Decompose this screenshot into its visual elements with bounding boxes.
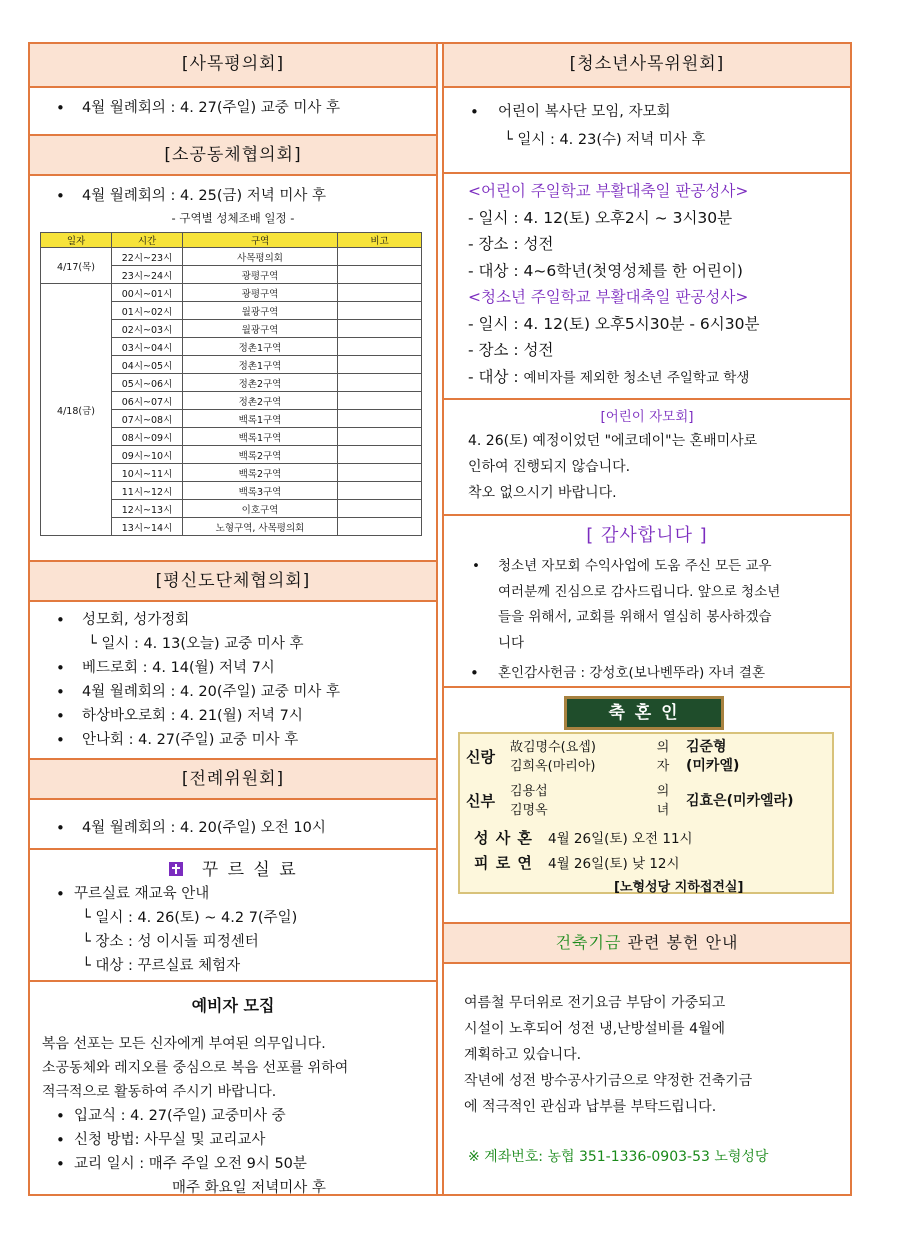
bride-rel-2: 녀 bbox=[656, 803, 670, 818]
right-column bbox=[442, 44, 850, 1194]
pyeongsin-item-1: • 성모회, 성가정회 bbox=[30, 608, 436, 632]
building-header bbox=[444, 922, 850, 964]
easter-line-1: - 일시 : 4. 12(토) 오후2시 ~ 3시30분 bbox=[468, 208, 733, 227]
jamo-line-1: 4. 26(토) 예정이었던 "에코데이"는 혼배미사로 bbox=[468, 433, 758, 449]
catechumen-p1: 복음 선포는 모든 신자에게 부여된 의무입니다. bbox=[42, 1036, 326, 1052]
thanks-line-3: 들을 위해서, 교회를 위해서 열심히 봉사하겠습 bbox=[498, 609, 772, 625]
cursillo-heading bbox=[30, 858, 436, 882]
cursillo-sub-2: └ 장소 : 성 이시돌 피정센터 bbox=[82, 934, 259, 950]
building-body bbox=[444, 990, 850, 1170]
groom-father: 故김명수(요셉) bbox=[510, 740, 596, 755]
thanks-item-2: • 혼인감사헌금 : 강성호(보나벤뚜라) 자녀 결혼 bbox=[444, 660, 850, 686]
adoration-table bbox=[40, 232, 422, 536]
cursillo-item: • 꾸르실료 재교육 안내 bbox=[30, 882, 436, 906]
samok-title: [사목평의회] bbox=[181, 54, 285, 74]
bullet: • bbox=[472, 558, 480, 574]
thanks-item-1 bbox=[444, 554, 850, 656]
jeollye-body bbox=[30, 816, 436, 840]
note-cell bbox=[338, 500, 422, 518]
easter-line-5: - 장소 : 성전 bbox=[468, 341, 554, 359]
time-cell: 12시~13시 bbox=[112, 500, 183, 518]
sogong-subtitle: - 구역별 성체조배 일정 - bbox=[171, 211, 295, 225]
time-cell: 05시~06시 bbox=[112, 374, 183, 392]
time-cell: 09시~10시 bbox=[112, 446, 183, 464]
divider bbox=[30, 848, 436, 850]
youth-item: • 어린이 복사단 모임, 자모회 bbox=[444, 100, 850, 124]
catechumen-title: 예비자 모집 bbox=[191, 996, 275, 1015]
date-cell-0417: 4/17(목) bbox=[41, 248, 112, 284]
bulletin-page bbox=[28, 42, 852, 1196]
reception-row bbox=[474, 851, 832, 876]
divider bbox=[444, 398, 850, 400]
pyeongsin-title: [평신도단체협의회] bbox=[155, 571, 311, 591]
wedding-badge: 축 혼 인 bbox=[564, 696, 724, 730]
note-cell bbox=[338, 266, 422, 284]
easter-confession bbox=[444, 178, 850, 391]
easter-heading-youth: <청소년 주일학교 부활대축일 판공성사> bbox=[468, 288, 749, 306]
th-district: 구역 bbox=[183, 233, 338, 248]
jeollye-title: [전례위원회] bbox=[181, 769, 285, 789]
building-line-5: 에 적극적인 관심과 납부를 부탁드립니다. bbox=[464, 1099, 717, 1115]
note-cell bbox=[338, 284, 422, 302]
district-cell: 백록2구역 bbox=[183, 464, 338, 482]
groom-label: 신랑 bbox=[466, 747, 495, 766]
catechumen-p2: 소공동체와 레지오를 중심으로 복음 선포를 위하여 bbox=[42, 1060, 349, 1076]
youth-body bbox=[444, 100, 850, 152]
wedding-family-table bbox=[462, 738, 797, 820]
bride-name: 김효은(미카엘라) bbox=[686, 792, 794, 809]
thanks-title: [ 감사합니다 ] bbox=[586, 525, 708, 546]
reception-label: 피 로 연 bbox=[474, 854, 533, 872]
table-row bbox=[41, 284, 422, 302]
sogong-body bbox=[30, 184, 436, 536]
time-cell: 06시~07시 bbox=[112, 392, 183, 410]
wedding-venue: [노형성당 지하접견실] bbox=[614, 880, 744, 895]
note-cell bbox=[338, 518, 422, 536]
sogong-header bbox=[30, 134, 436, 176]
catechumen-section bbox=[30, 994, 436, 1200]
time-cell: 13시~14시 bbox=[112, 518, 183, 536]
th-time: 시간 bbox=[112, 233, 183, 248]
district-cell: 사목평의회 bbox=[183, 248, 338, 266]
time-cell: 04시~05시 bbox=[112, 356, 183, 374]
divider bbox=[30, 980, 436, 982]
easter-line-6 bbox=[468, 364, 850, 392]
samok-header bbox=[30, 44, 436, 88]
divider bbox=[444, 686, 850, 688]
time-cell: 23시~24시 bbox=[112, 266, 183, 284]
note-cell bbox=[338, 410, 422, 428]
th-date: 일자 bbox=[41, 233, 112, 248]
building-line-3: 계획하고 있습니다. bbox=[464, 1047, 582, 1063]
jamo-section bbox=[444, 406, 850, 506]
building-line-2: 시설이 노후되어 성전 냉,난방설비를 4월에 bbox=[464, 1021, 726, 1037]
note-cell bbox=[338, 428, 422, 446]
note-cell bbox=[338, 464, 422, 482]
left-column bbox=[30, 44, 438, 1194]
jamo-text bbox=[444, 428, 850, 506]
catechumen-item-3: • 교리 일시 : 매주 주일 오전 9시 50분 bbox=[30, 1152, 436, 1176]
building-line-1: 여름철 무더위로 전기요금 부담이 가중되고 bbox=[464, 995, 726, 1011]
thanks-line-1: 청소년 자모회 수익사업에 도움 주신 모든 교우 bbox=[498, 558, 772, 574]
ceremony-time: 4월 26일(토) 오전 11시 bbox=[548, 831, 693, 847]
thanks-line-2: 여러분께 진심으로 감사드립니다. 앞으로 청소년 bbox=[498, 583, 781, 600]
wedding-badge-wrap bbox=[444, 696, 850, 734]
bride-rel-1: 의 bbox=[656, 784, 670, 799]
time-cell: 22시~23시 bbox=[112, 248, 183, 266]
time-cell: 10시~11시 bbox=[112, 464, 183, 482]
district-cell: 백록2구역 bbox=[183, 446, 338, 464]
easter-heading-children: <어린이 주일학교 부활대축일 판공성사> bbox=[468, 182, 749, 200]
district-cell: 정촌1구역 bbox=[183, 338, 338, 356]
building-line-4: 작년에 성전 방수공사기금으로 약정한 건축기금 bbox=[464, 1073, 753, 1089]
district-cell: 백록3구역 bbox=[183, 482, 338, 500]
district-cell: 이호구역 bbox=[183, 500, 338, 518]
groom-name: 김준형 bbox=[686, 739, 727, 755]
building-title-rest: 관련 봉헌 안내 bbox=[621, 933, 739, 952]
building-account: ※ 계좌번호: 농협 351-1336-0903-53 노형성당 bbox=[468, 1149, 769, 1165]
table-row bbox=[41, 248, 422, 266]
catechumen-item-2: • 신청 방법: 사무실 및 교리교사 bbox=[30, 1128, 436, 1152]
pyeongsin-body bbox=[30, 608, 436, 752]
bride-mother: 김명옥 bbox=[510, 803, 548, 818]
thanks-line-4: 니다 bbox=[498, 634, 525, 651]
cursillo-sub-3: └ 대상 : 꾸르실료 체험자 bbox=[82, 958, 241, 974]
bride-label: 신부 bbox=[466, 791, 495, 810]
time-cell: 02시~03시 bbox=[112, 320, 183, 338]
wedding-schedule bbox=[474, 826, 832, 900]
cursillo-section bbox=[30, 858, 436, 978]
note-cell bbox=[338, 248, 422, 266]
jeollye-item: • 4월 월례회의 : 4. 20(주일) 오전 10시 bbox=[30, 816, 436, 840]
note-cell bbox=[338, 482, 422, 500]
time-cell: 07시~08시 bbox=[112, 410, 183, 428]
district-cell: 정촌2구역 bbox=[183, 374, 338, 392]
note-cell bbox=[338, 320, 422, 338]
bride-father: 김용섭 bbox=[510, 784, 548, 799]
building-title-green: 건축기금 bbox=[555, 933, 622, 952]
note-cell bbox=[338, 302, 422, 320]
note-cell bbox=[338, 338, 422, 356]
ceremony-row bbox=[474, 826, 832, 851]
adoration-table-body bbox=[41, 248, 422, 536]
catechumen-p3: 적극적으로 활동하여 주시기 바랍니다. bbox=[42, 1084, 277, 1100]
district-cell: 백록1구역 bbox=[183, 410, 338, 428]
note-cell bbox=[338, 446, 422, 464]
note-cell bbox=[338, 356, 422, 374]
pyeongsin-item-5: • 안나회 : 4. 27(주일) 교중 미사 후 bbox=[30, 728, 436, 752]
adoration-schedule bbox=[40, 232, 436, 536]
divider bbox=[444, 514, 850, 516]
samok-item: • 4월 월례회의 : 4. 27(주일) 교중 미사 후 bbox=[30, 96, 436, 120]
time-cell: 03시~04시 bbox=[112, 338, 183, 356]
groom-rel-1: 의 bbox=[656, 740, 670, 755]
cursillo-logo-icon bbox=[168, 861, 184, 877]
district-cell: 월광구역 bbox=[183, 320, 338, 338]
sogong-item: • 4월 월례회의 : 4. 25(금) 저녁 미사 후 bbox=[30, 184, 436, 208]
district-cell: 광평구역 bbox=[183, 266, 338, 284]
note-cell bbox=[338, 374, 422, 392]
catechumen-text bbox=[30, 1032, 436, 1104]
time-cell: 08시~09시 bbox=[112, 428, 183, 446]
thanks-section bbox=[444, 522, 850, 686]
jamo-title: [어린이 자모회] bbox=[600, 409, 694, 425]
catechumen-item-1: • 입교식 : 4. 27(주일) 교중미사 중 bbox=[30, 1104, 436, 1128]
time-cell: 01시~02시 bbox=[112, 302, 183, 320]
reception-time: 4월 26일(토) 낮 12시 bbox=[548, 856, 680, 872]
youth-sub: └ 일시 : 4. 23(수) 저녁 미사 후 bbox=[504, 132, 706, 148]
easter-line-6-label: - 대상 : bbox=[468, 367, 524, 386]
date-cell-0418: 4/18(금) bbox=[41, 284, 112, 536]
easter-line-2: - 장소 : 성전 bbox=[468, 235, 554, 253]
youth-header bbox=[444, 44, 850, 88]
cursillo-sub-1: └ 일시 : 4. 26(토) ~ 4.2 7(주일) bbox=[82, 910, 298, 926]
pyeongsin-item-3: • 4월 월례회의 : 4. 20(주일) 교중 미사 후 bbox=[30, 680, 436, 704]
note-cell bbox=[338, 392, 422, 410]
district-cell: 백록1구역 bbox=[183, 428, 338, 446]
time-cell: 00시~01시 bbox=[112, 284, 183, 302]
samok-body bbox=[30, 96, 436, 120]
wedding-box bbox=[458, 732, 834, 894]
district-cell: 월광구역 bbox=[183, 302, 338, 320]
groom-mother: 김희옥(마리아) bbox=[510, 759, 596, 774]
pyeongsin-item-2: • 베드로회 : 4. 14(월) 저녁 7시 bbox=[30, 656, 436, 680]
groom-rel-2: 자 bbox=[656, 759, 670, 774]
sogong-title: [소공동체협의회] bbox=[164, 145, 302, 165]
easter-line-4: - 일시 : 4. 12(토) 오후5시30분 - 6시30분 bbox=[468, 314, 760, 333]
district-cell: 광평구역 bbox=[183, 284, 338, 302]
catechumen-item-3b: 매주 화요일 저녁미사 후 bbox=[172, 1180, 326, 1196]
pyeongsin-item-4: • 하상바오로회 : 4. 21(월) 저녁 7시 bbox=[30, 704, 436, 728]
district-cell: 정촌1구역 bbox=[183, 356, 338, 374]
jamo-line-2: 인하여 진행되지 않습니다. bbox=[468, 459, 631, 475]
time-cell: 11시~12시 bbox=[112, 482, 183, 500]
pyeongsin-sub-1: └ 일시 : 4. 13(오늘) 교중 미사 후 bbox=[88, 636, 304, 652]
th-note: 비고 bbox=[338, 233, 422, 248]
easter-line-3: - 대상 : 4~6학년(첫영성체를 한 어린이) bbox=[468, 261, 743, 280]
easter-line-6-target: 예비자를 제외한 청소년 주일학교 학생 bbox=[523, 369, 750, 386]
cursillo-title: 꾸 르 실 료 bbox=[201, 860, 298, 880]
groom-baptism: (미카엘) bbox=[686, 758, 740, 774]
ceremony-label: 성 사 혼 bbox=[474, 829, 533, 847]
pyeongsin-header bbox=[30, 560, 436, 602]
divider bbox=[444, 172, 850, 174]
district-cell: 정촌2구역 bbox=[183, 392, 338, 410]
jamo-line-3: 착오 없으시기 바랍니다. bbox=[468, 485, 617, 501]
jeollye-header bbox=[30, 758, 436, 800]
youth-title: [청소년사목위원회] bbox=[569, 54, 725, 74]
district-cell: 노형구역, 사목평의회 bbox=[183, 518, 338, 536]
